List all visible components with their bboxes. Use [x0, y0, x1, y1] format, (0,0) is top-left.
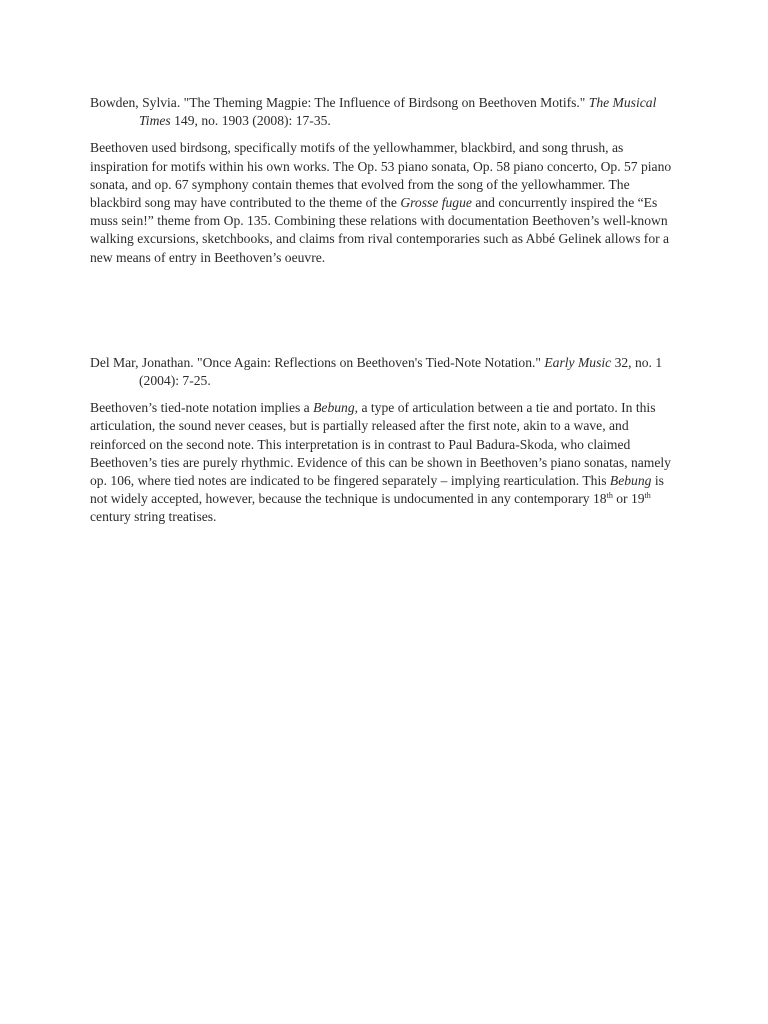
- ordinal-suffix: th: [644, 491, 651, 501]
- citation-details: 32, no. 1 (2004): 7-25.: [139, 354, 663, 389]
- citation-text: Bowden, Sylvia. "The Theming Magpie: The Influence of Birdsong on Beethoven Motifs.": [90, 95, 589, 110]
- annotation-text: and concurrently inspired the “Es muss sein!” theme from Op. 135. Combining these relations with documentation Beethoven’s well-known walking excursions, sketchbooks, and claims from rival contemporaries such as Abbé Gelinek allows for a new means of entry in Beethoven’s oeuvre.: [90, 195, 670, 265]
- citation: [90, 354, 680, 390]
- bibliography-entry: [90, 354, 680, 527]
- journal-title: The Musical Times: [139, 95, 657, 129]
- bibliography-entry: [90, 94, 680, 267]
- citation: [90, 94, 680, 130]
- annotation-text: Beethoven’s tied-note notation implies a: [90, 400, 314, 416]
- annotation-text: or 19: [612, 491, 645, 507]
- citation-details: 149, no. 1903 (2008): 17-35.: [170, 113, 331, 129]
- annotation: [90, 139, 680, 266]
- citation-text: Del Mar, Jonathan. "Once Again: Reflections on Beethoven's Tied-Note Notation.": [90, 354, 545, 370]
- annotation-text: century string treatises.: [90, 509, 217, 525]
- journal-title: Early Music: [544, 354, 612, 370]
- term: Bebung: [313, 400, 355, 416]
- annotation-text: is not widely accepted, however, because the technique is undocumented in any contemporary 18: [90, 473, 664, 507]
- document-page: [90, 94, 680, 527]
- annotation: [90, 399, 680, 526]
- term: Bebung: [609, 473, 652, 489]
- annotation-text: Beethoven used birdsong, specifically motifs of the yellowhammer, blackbird, and song thrush, as inspiration for motifs within his own works. The Op. 53 piano sonata, Op. 58 piano concerto, Op. 57 piano sonata, and op. 67 symphony contain themes that evolved from the song of the yellowhammer. The blackbird song may have contributed to the theme of the: [90, 140, 672, 211]
- ordinal-suffix: th: [606, 491, 613, 501]
- work-title: Grosse fugue: [400, 195, 472, 211]
- annotation-text: , a type of articulation between a tie and portato. In this articulation, the sound never ceases, but is partially released after the first note, akin to a wave, and reinforced on the second note. This interpretation is in contrast to Paul Badura-Skoda, who claimed Beethoven’s ties are purely rhythmic. Evidence of this can be shown in Beethoven’s piano sonatas, namely op. 106, where tied notes are indicated to be fingered separately – implying rearticulation. This: [90, 400, 671, 489]
